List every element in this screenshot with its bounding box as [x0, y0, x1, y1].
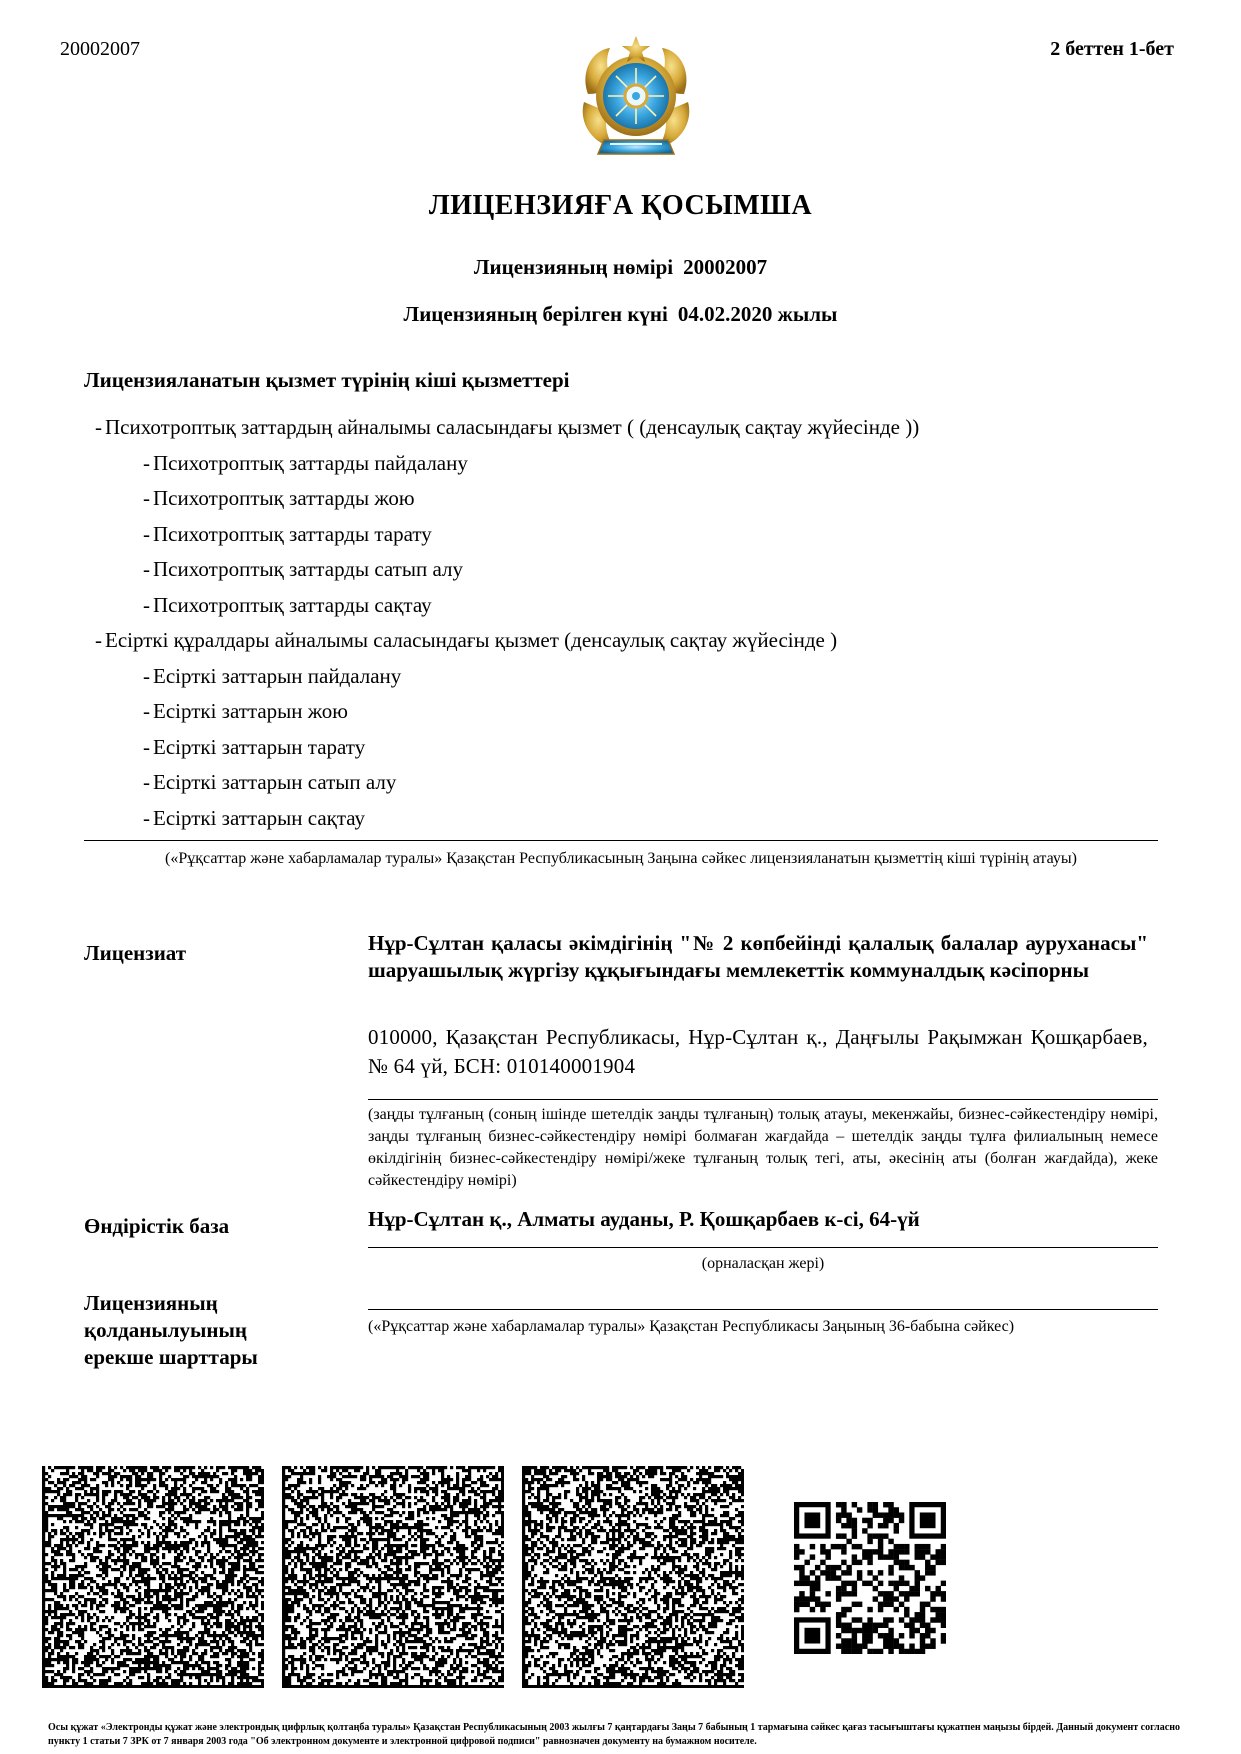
- list-item: [95, 517, 1155, 553]
- special-conditions-caption: («Рұқсаттар және хабарламалар туралы» Қазақстан Республикасы Заңының 36-бабына сәйкес): [368, 1318, 1015, 1335]
- qr-code-icon: [794, 1502, 946, 1654]
- subactivities-heading: Лицензияланатын қызмет түрінің кіші қызметтері: [84, 368, 570, 392]
- production-base-value: Нұр-Сұлтан қ., Алматы ауданы, Р. Қошқарбаев к-сі, 64-үй: [368, 1207, 920, 1231]
- bullet-dash: -: [143, 521, 150, 546]
- list-item-text: Психотроптық заттарды сақтау: [153, 592, 432, 617]
- list-item-text: Есірткі заттарын сатып алу: [153, 770, 397, 794]
- list-item: [95, 552, 1155, 588]
- bullet-dash: -: [95, 415, 102, 439]
- bullet-dash: -: [95, 628, 102, 652]
- document-title: ЛИЦЕНЗИЯҒА ҚОСЫМША: [428, 190, 813, 221]
- list-item-text: Психотроптық заттарды сатып алу: [153, 557, 463, 581]
- license-number-value: 20002007: [683, 255, 768, 279]
- bullet-dash: -: [143, 805, 150, 830]
- divider: [368, 1099, 1158, 1100]
- divider: [368, 1247, 1158, 1248]
- license-date-value: 04.02.2020 жылы: [677, 302, 838, 326]
- licensee-name: Нұр-Сұлтан қаласы әкімдігінің "№ 2 көпбейінді қалалық балалар ауруханасы" шаруашылық жүргізу құқығындағы мемлекеттік коммуналдық кәсіпорны: [368, 931, 1148, 982]
- licensee-address: 010000, Қазақстан Республикасы, Нұр-Сұлтан қ., Даңғылы Рақымжан Қошқарбаев, № 64 үй, БСН: 010140001904: [368, 1025, 1148, 1078]
- bullet-dash: -: [143, 557, 150, 581]
- subactivities-list: [95, 410, 1155, 836]
- footer-russian: Данный документ согласно пункту 1 статьи 7 ЗРК от 7 января 2003 года "Об электронном документе и электронной цифровой подписи" равнозначен документу на бумажном носителе.: [48, 1722, 1180, 1747]
- bullet-dash: -: [143, 699, 150, 723]
- document-number: 20002007: [60, 38, 140, 60]
- license-number-line: [0, 255, 1241, 280]
- bullet-dash: -: [143, 450, 150, 475]
- list-item: [95, 659, 1155, 695]
- list-item-text: Есірткі құралдары айналымы саласындағы қызмет (денсаулық сақтау жүйесінде ): [105, 628, 838, 652]
- list-item-text: Психотроптық заттарды жою: [153, 486, 415, 510]
- list-item-text: Есірткі заттарын сақтау: [153, 805, 366, 830]
- special-conditions-label-line: Лицензияның: [84, 1291, 218, 1315]
- list-item: [95, 481, 1155, 517]
- list-item: [95, 410, 1155, 446]
- license-number-label: Лицензияның нөмірі: [473, 255, 674, 279]
- datamatrix-code-3-icon: [522, 1466, 744, 1688]
- special-conditions-label: [84, 1290, 258, 1371]
- footer-kazakh: Осы құжат «Электронды құжат және электрондық цифрлық қолтаңба туралы» Қазақстан Республикасының 2003 жылғы 7 қаңтардағы Заңы 7 бабының 1 тармағына сәйкес қағаз тасығыштағы құжатпен маңызы бірдей.: [48, 1722, 1054, 1733]
- list-item: [95, 801, 1155, 837]
- list-item-text: Психотроптық заттардың айналымы саласындағы қызмет ( (денсаулық сақтау жүйесінде )): [105, 415, 920, 439]
- list-item: [95, 446, 1155, 482]
- list-item-text: Есірткі заттарын тарату: [153, 734, 366, 759]
- datamatrix-code-2-icon: [282, 1466, 504, 1688]
- list-item: [95, 730, 1155, 766]
- bullet-dash: -: [143, 486, 150, 510]
- license-date-label: Лицензияның берілген күні: [403, 302, 668, 326]
- divider: [368, 1309, 1158, 1310]
- licensee-label: Лицензиат: [84, 941, 187, 965]
- licensee-caption: (заңды тұлғаның (соның ішінде шетелдік заңды тұлғаның) толық атауы, мекенжайы, бизнес-сәйкестендіру нөмірі, заңды тұлғаның бизнес-сәйкестендіру нөмірі болмаған жағдайда – шетелдік заңды тұлға филиалының немесе өкілдігінің бизнес-сәйкестендіру нөмірі/жеке тұлғаның толық тегі, аты, әкесінің аты (болған жағдайда), жеке сәйкестендіру нөмірі): [368, 1106, 1158, 1189]
- list-item-text: Есірткі заттарын жою: [153, 699, 348, 723]
- subactivities-caption: («Рұқсаттар және хабарламалар туралы» Қазақстан Республикасының Заңына сәйкес лицензияланатын қызметтің кіші түрінің атауы): [165, 850, 1077, 867]
- bullet-dash: -: [143, 770, 150, 794]
- special-conditions-label-line: қолданылуының: [84, 1318, 247, 1342]
- license-date-line: [0, 302, 1241, 327]
- list-item: [95, 588, 1155, 624]
- bullet-dash: -: [143, 734, 150, 759]
- special-conditions-label-line: ерекше шарттары: [84, 1345, 258, 1369]
- page-indicator: 2 беттен 1-бет: [1050, 38, 1174, 60]
- bullet-dash: -: [143, 592, 150, 617]
- divider: [84, 840, 1158, 841]
- legal-footer: [48, 1721, 1198, 1749]
- production-base-label: Өндірістік база: [84, 1214, 230, 1238]
- state-emblem-icon: [570, 32, 702, 164]
- list-item-text: Есірткі заттарын пайдалану: [153, 663, 402, 688]
- list-item: [95, 694, 1155, 730]
- list-item: [95, 765, 1155, 801]
- production-base-caption: (орналасқан жері): [701, 1255, 825, 1272]
- bullet-dash: -: [143, 663, 150, 688]
- list-item-text: Психотроптық заттарды пайдалану: [153, 450, 468, 475]
- list-item-text: Психотроптық заттарды тарату: [153, 521, 432, 546]
- datamatrix-code-1-icon: [42, 1466, 264, 1688]
- list-item: [95, 623, 1155, 659]
